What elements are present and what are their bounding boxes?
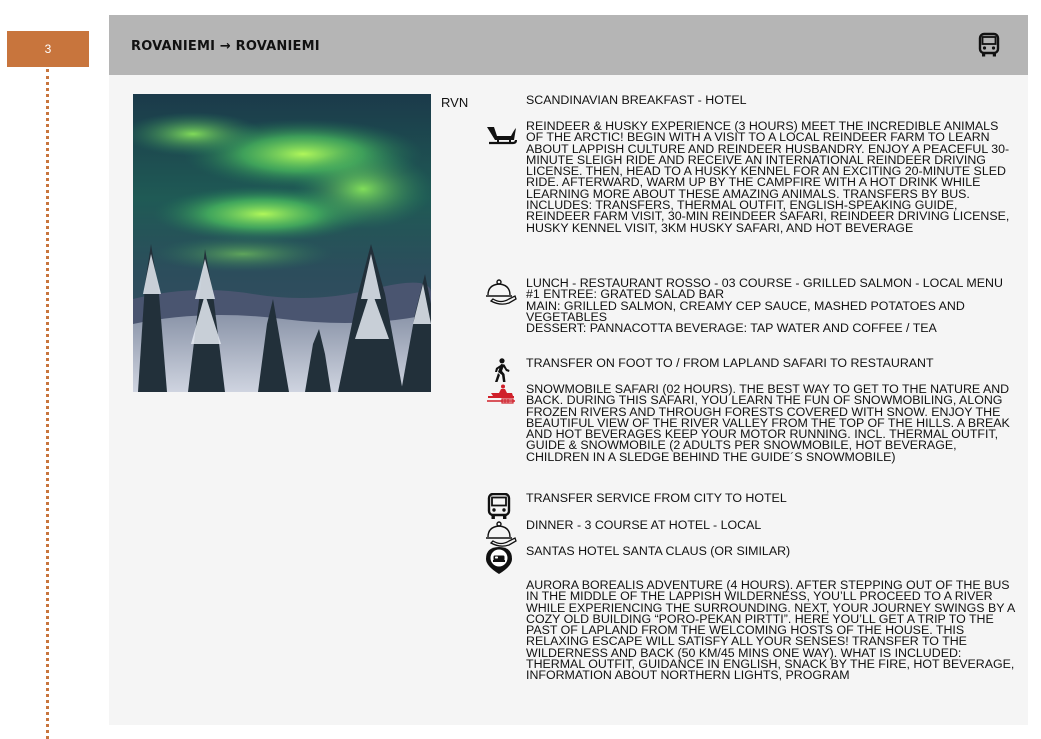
item-text: LUNCH - RESTAURANT ROSSO - 03 COURSE - GRILLED SALMON - LOCAL MENU #1 ENTREE: GRATED SALAD BAR MAIN: GRILLED SALMON, CREAMY CEP SAUCE, MASHED POTATOES AND VEGETABLES DESSERT: PANNACOTTA BEVERAGE: TAP WATER AND COFFEE / TEA [526,276,1003,336]
sleigh-icon [485,121,517,149]
item-text: DINNER - 3 COURSE AT HOTEL - LOCAL [526,518,762,532]
item-text: TRANSFER ON FOOT TO / FROM LAPLAND SAFARI TO RESTAURANT [526,356,934,370]
bus-icon [485,493,517,521]
timeline-dotted-line [46,69,49,739]
item-text: TRANSFER SERVICE FROM CITY TO HOTEL [526,491,787,505]
day-number: 3 [44,42,52,56]
item-text: REINDEER & HUSKY EXPERIENCE (3 HOURS) MEET THE INCREDIBLE ANIMALS OF THE ARCTIC! BEGIN WITH A VISIT TO A LOCAL REINDEER FARM TO LEARN ABOUT LAPPISH CULTURE AND REINDEER HUSBANDRY. ENJOY A PEACEFUL 30-MINUTE SLEIGH RIDE AND RECEIVE AN INTERNATIONAL REINDEER DRIVING LICENSE. THEN, HEAD TO A HUSKY KENNEL FOR AN EXCITING 20-MINUTE SLED RIDE. AFTERWARD, WARM UP BY THE CAMPFIRE WITH A HOT DRINK WHILE LEARNING MORE ABOUT THESE AMAZING ANIMALS. TRANSFERS BY BUS. INCLUDES: TRANSFERS, THERMAL OUTFIT, ENGLISH-SPEAKING GUIDE, REINDEER FARM VISIT, 30-MIN REINDEER SAFARI, REINDEER DRIVING LICENSE, HUSKY KENNEL VISIT, 3KM HUSKY SAFARI, AND HOT BEVERAGE [526,119,1010,235]
item-text: SCANDINAVIAN BREAKFAST - HOTEL [526,93,747,107]
itinerary-day-card [109,15,1028,725]
route-title: ROVANIEMI → ROVANIEMI [131,39,320,54]
airport-code: RVN [441,95,469,110]
snowmobile-icon [485,384,517,412]
hotel-pin-icon [485,546,517,574]
bus-icon [976,32,1002,58]
item-text: SNOWMOBILE SAFARI (02 HOURS). THE BEST WAY TO GET TO THE NATURE AND BACK. DURING THIS SAFARI, YOU LEARN THE FUN OF SNOWMOBILING, ALONG FROZEN RIVERS AND THROUGH FORESTS COVERED WITH SNOW. ENJOY THE BEAUTIFUL VIEW OF THE RIVER VALLEY FROM THE TOP OF THE HILLS. A BREAK AND HOT BEVERAGES KEEP YOUR MOTOR RUNNING. INCL. THERMAL OUTFIT, GUIDE & SNOWMOBILE (2 ADULTS PER SNOWMOBILE, HOT BEVERAGE, CHILDREN IN A SLEDGE BEHIND THE GUIDE´S SNOWMOBILE) [526,382,1010,464]
item-text: AURORA BOREALIS ADVENTURE (4 HOURS). AFTER STEPPING OUT OF THE BUS IN THE MIDDLE OF THE LAPPISH WILDERNESS, YOU’LL PROCEED TO A RIVER WHILE EXPERIENCING THE SURROUNDING. NEXT, YOUR JOURNEY SWINGS BY A COZY OLD BUILDING “PORO-PEKAN PIRTTI”. HERE YOU’LL GET A TRIP TO THE PAST OF LAPLAND FROM THE WELCOMING HOSTS OF THE HOUSE. THIS RELAXING ESCAPE WILL SATISFY ALL YOUR SENSES! TRANSFER TO THE WILDERNESS AND BACK (50 KM/45 MINS ONE WAY). WHAT IS INCLUDED: THERMAL OUTFIT, GUIDANCE IN ENGLISH, SNACK BY THE FIRE, HOT BEVERAGE, INFORMATION ABOUT NORTHERN LIGHTS, PROGRAM [526,578,1015,683]
item-text: SANTAS HOTEL SANTA CLAUS (OR SIMILAR) [526,544,791,558]
day-number-badge [7,31,89,67]
card-header [109,15,1028,75]
cloche-icon [485,520,517,548]
aurora-forest-photo [133,94,431,392]
walking-icon [485,358,517,386]
cloche-icon [485,278,517,306]
